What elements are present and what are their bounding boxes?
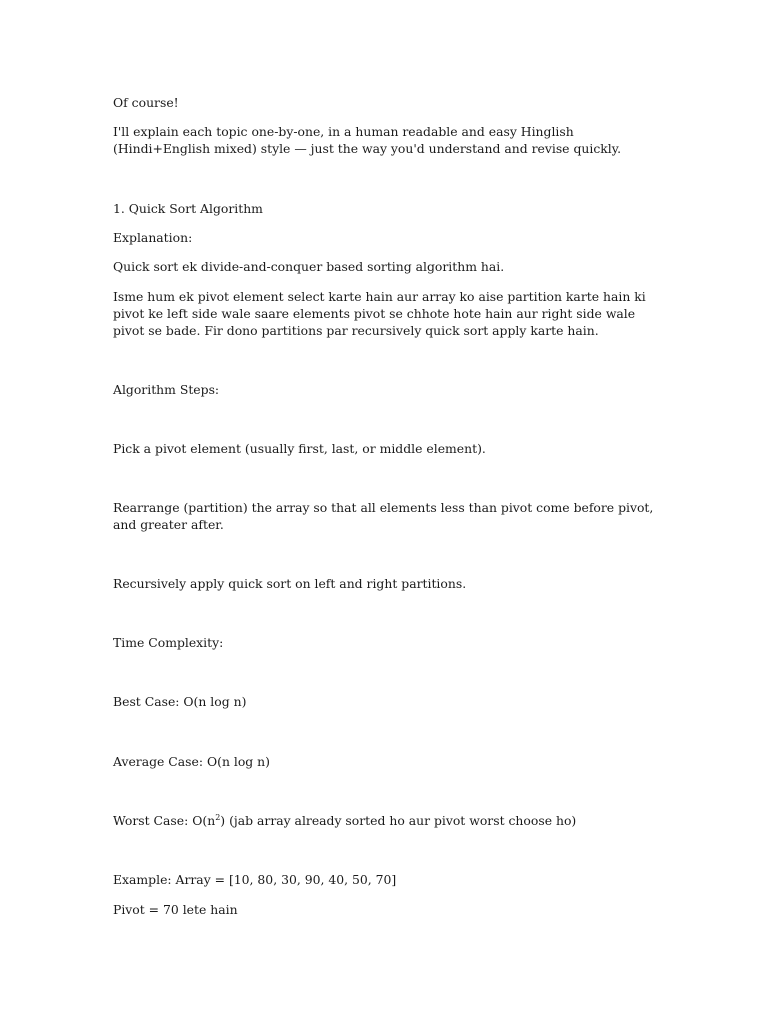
pivot-line: Pivot = 70 lete hain — [113, 902, 238, 917]
greeting-text: Of course! — [113, 95, 179, 110]
worst-case — [113, 812, 658, 829]
worst-case-exponent: 2 — [215, 813, 221, 822]
intro-paragraph: I'll explain each topic one-by-one, in a human readable and easy Hinglish (Hindi+English mixed) style — just the way you'd understand and revise quickly. — [113, 124, 622, 156]
explanation-paragraph-1: Quick sort ek divide-and-conquer based sorting algorithm hai. — [113, 259, 505, 274]
example-array: Example: Array = [10, 80, 30, 90, 40, 50, 70] — [113, 872, 397, 887]
step-1: Pick a pivot element (usually first, last, or middle element). — [113, 441, 486, 456]
average-case: Average Case: O(n log n) — [113, 754, 270, 769]
explanation-paragraph-2: Isme hum ek pivot element select karte hain aur array ko aise partition karte hain ki pivot ke left side wale saare elements pivot se chhote hote hain aur right side wale pivot se bade. Fir dono partitions par recursively quick sort apply karte hain. — [113, 289, 646, 338]
step-2: Rearrange (partition) the array so that all elements less than pivot come before pivot, and greater after. — [113, 500, 654, 532]
step-3: Recursively apply quick sort on left and right partitions. — [113, 576, 467, 591]
worst-case-prefix: Worst Case: O(n — [113, 813, 216, 828]
best-case: Best Case: O(n log n) — [113, 694, 247, 709]
section-heading: 1. Quick Sort Algorithm — [113, 201, 263, 216]
explanation-label: Explanation: — [113, 230, 193, 245]
steps-label: Algorithm Steps: — [113, 382, 220, 397]
time-complexity-label: Time Complexity: — [113, 635, 224, 650]
worst-case-suffix: ) (jab array already sorted ho aur pivot worst choose ho) — [220, 813, 577, 828]
